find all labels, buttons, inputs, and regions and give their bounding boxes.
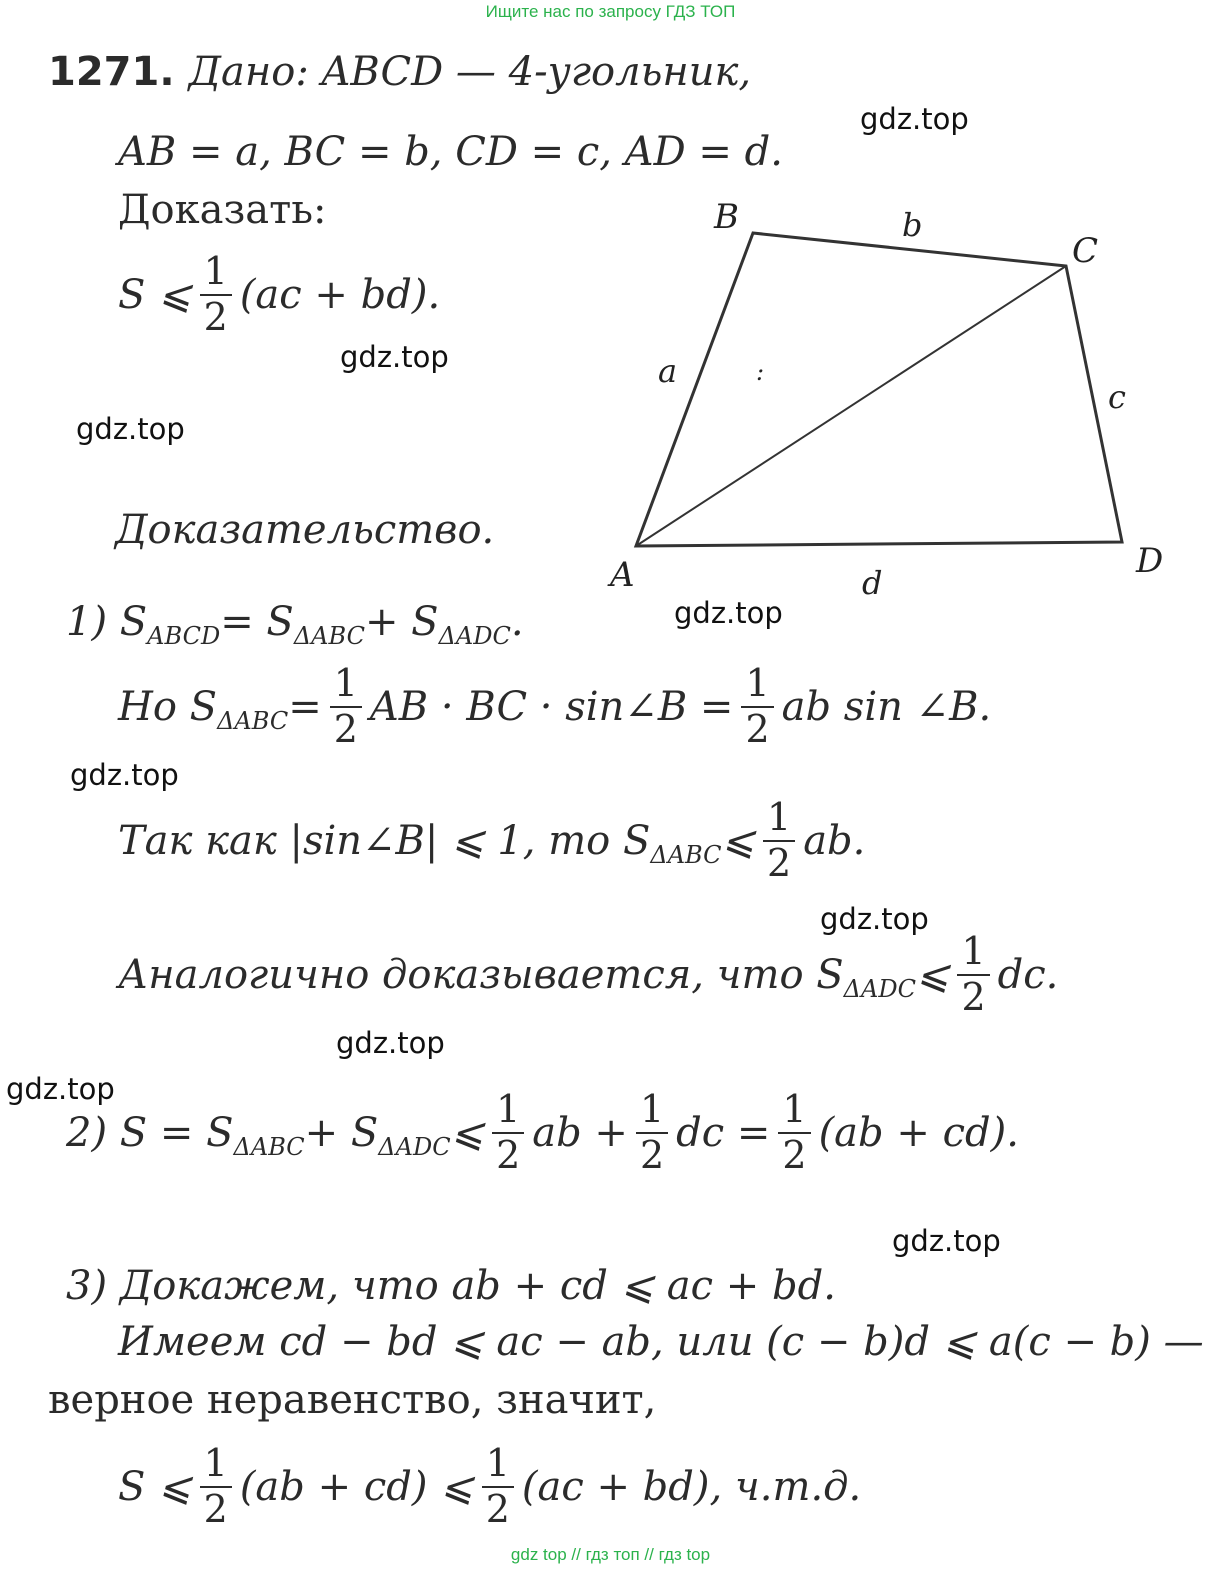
prove-label: Доказать: (118, 187, 327, 233)
vertex-c-label: C (1072, 231, 1099, 271)
fraction-den: 2 (333, 706, 358, 751)
fraction (482, 1441, 514, 1531)
bottom-banner: gdz top // гдз топ // гдз top (510, 1545, 711, 1564)
step-2-text: + S (304, 1109, 379, 1156)
diagonal-ac (636, 266, 1066, 546)
watermark: gdz.top (70, 758, 179, 792)
subscript: ΔADC (843, 974, 916, 1003)
watermark: gdz.top (860, 102, 969, 136)
fraction-den: 2 (782, 1132, 807, 1177)
step-1d-text: dc. (997, 951, 1059, 998)
fraction-den: 2 (496, 1132, 521, 1177)
step-1d-text: Аналогично доказывается, что S (118, 951, 844, 998)
vertex-a-label: A (610, 555, 635, 595)
diagram-dots: : (756, 358, 765, 386)
fraction-num: 1 (330, 664, 362, 708)
step-1b-text: Но S (118, 683, 218, 730)
step-3-line-2: Имеем cd − bd ⩽ ac − ab, или (c − b)d ⩽ a(c − b) — (118, 1319, 1204, 1365)
watermark: gdz.top (820, 902, 929, 936)
fraction-num: 1 (778, 1090, 810, 1134)
step-1-text: = S (220, 599, 294, 645)
subscript: ΔABC (233, 1132, 305, 1161)
fraction-num: 1 (957, 932, 989, 976)
side-c-label: c (1108, 378, 1126, 416)
step-1-text: 1) S (66, 599, 148, 645)
step-2-text: ab + (532, 1109, 628, 1156)
fraction-num: 1 (492, 1090, 524, 1134)
given-sides: AB = a, BC = b, CD = c, AD = d. (118, 129, 783, 175)
step-1c (118, 795, 866, 885)
step-3-line-3: верное неравенство, значит, (48, 1377, 657, 1423)
fraction (200, 249, 232, 339)
step-3: 3) Докажем, что ab + cd ⩽ ac + bd. (66, 1263, 836, 1309)
watermark: gdz.top (674, 596, 783, 630)
step-1b-text: = (288, 683, 322, 730)
final-text: S ⩽ (118, 1463, 192, 1510)
watermark: gdz.top (340, 340, 449, 374)
fraction-num: 1 (763, 798, 795, 842)
fraction-den: 2 (961, 974, 986, 1019)
watermark: gdz.top (892, 1224, 1001, 1258)
fraction-den: 2 (203, 294, 228, 339)
watermark: gdz.top (336, 1026, 445, 1060)
step-1c-text: ab. (803, 817, 866, 864)
step-1b-text: AB · BC · sin∠B = (369, 683, 734, 730)
fraction (957, 929, 989, 1019)
vertex-d-label: D (1136, 541, 1164, 581)
step-1-text: + S (364, 599, 439, 645)
side-d-label: d (862, 564, 883, 602)
fraction-num: 1 (636, 1090, 668, 1134)
subscript: ΔABC (650, 840, 722, 869)
given-text: Дано: ABCD — 4-угольник, (188, 49, 752, 95)
fraction (330, 661, 362, 751)
proof-label: Доказательство. (115, 507, 495, 553)
fraction-den: 2 (767, 840, 792, 885)
final-statement (118, 1441, 862, 1531)
fraction (778, 1087, 810, 1177)
fraction-den: 2 (485, 1486, 510, 1531)
subscript: ΔADC (378, 1132, 451, 1161)
watermark: gdz.top (6, 1072, 115, 1106)
fraction (492, 1087, 524, 1177)
top-banner: Ищите нас по запросу ГДЗ ТОП (485, 2, 736, 21)
subscript: ABCD (147, 622, 221, 650)
fraction-num: 1 (200, 252, 232, 296)
side-b-label: b (902, 206, 923, 244)
step-1 (66, 599, 524, 650)
fraction (741, 661, 773, 751)
subscript: ΔABC (217, 706, 289, 735)
fraction (636, 1087, 668, 1177)
step-2-text: 2) S = S (66, 1109, 234, 1156)
fraction-den: 2 (745, 706, 770, 751)
step-2-text: ⩽ (450, 1109, 485, 1156)
subscript: ΔADC (438, 622, 511, 650)
fraction-den: 2 (639, 1132, 665, 1177)
step-1c-text: Так как |sin∠B| ⩽ 1, то S (118, 817, 651, 864)
problem-number: 1271. (48, 49, 175, 95)
fraction-den: 2 (203, 1486, 228, 1531)
fraction-num: 1 (200, 1444, 232, 1488)
step-2-text: (ab + cd). (818, 1109, 1019, 1156)
subscript: ΔABC (293, 622, 365, 650)
final-text: (ab + cd) ⩽ (239, 1463, 474, 1510)
prove-statement (118, 249, 441, 339)
final-text: (ac + bd), ч.т.д. (521, 1463, 862, 1510)
fraction-num: 1 (741, 664, 773, 708)
step-1-text: . (510, 599, 524, 645)
fraction-num: 1 (482, 1444, 514, 1488)
side-a-label: a (658, 352, 678, 390)
given-line (48, 49, 752, 95)
step-2 (66, 1087, 1019, 1177)
vertex-b-label: B (714, 197, 739, 237)
prove-rhs: (ac + bd). (239, 271, 441, 318)
step-1b-text: ab sin ∠B. (781, 683, 992, 730)
step-1d (118, 929, 1059, 1019)
fraction (200, 1441, 232, 1531)
watermark: gdz.top (76, 412, 185, 446)
step-1d-text: ⩽ (915, 951, 950, 998)
quadrilateral-diagram (600, 190, 1200, 610)
step-1c-text: ⩽ (721, 817, 755, 864)
step-1b (118, 661, 992, 751)
fraction (763, 795, 795, 885)
prove-lhs: S ⩽ (118, 271, 192, 318)
step-2-text: dc = (676, 1109, 771, 1156)
